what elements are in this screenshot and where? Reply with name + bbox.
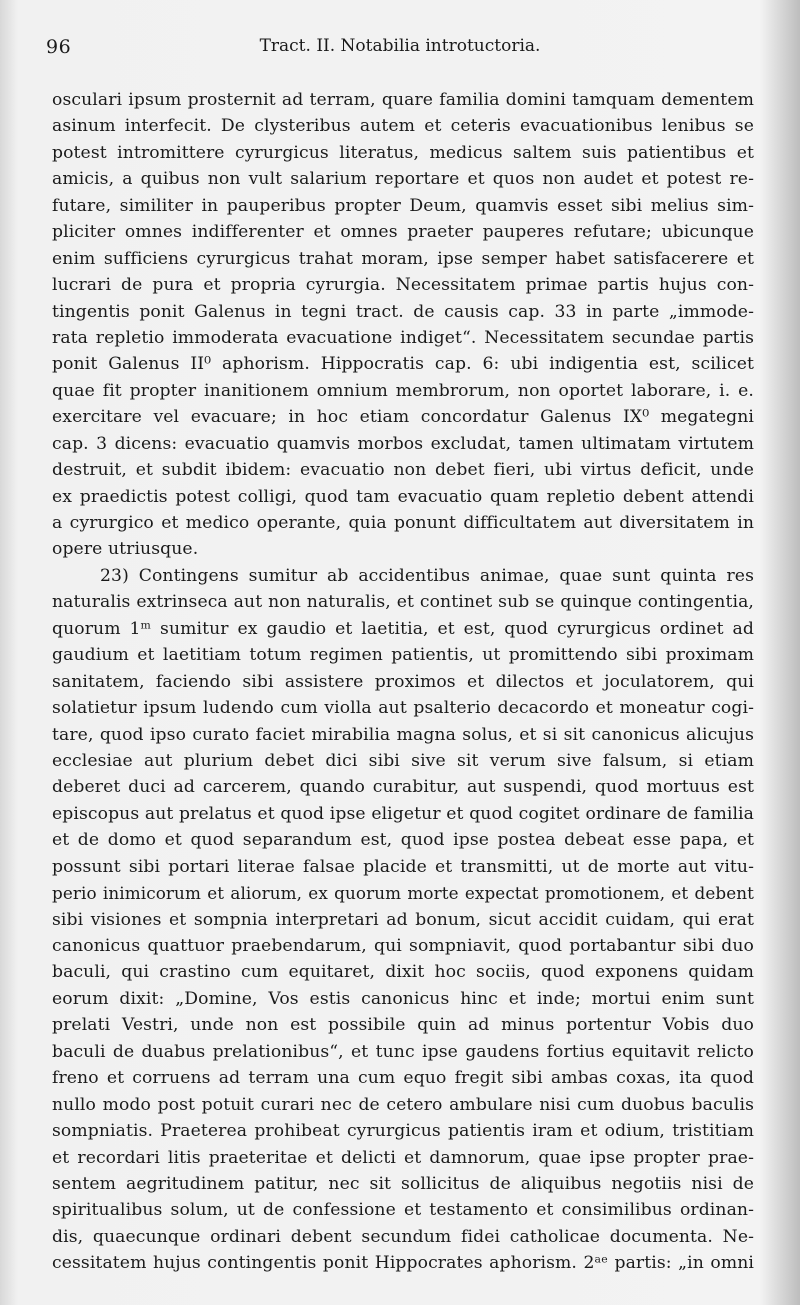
body-text: [52, 87, 754, 1277]
text-line: ex praedictis potest colligi, quod tam evacuatio quam repletio debent attendi: [52, 486, 754, 507]
text-line: tare, quod ipso curato faciet mirabilia magna solus, et si sit canonicus alicujus: [52, 724, 754, 745]
text-line: ponit Galenus II⁰ aphorism. Hippocratis cap. 6: ubi indigentia est, scilicet: [52, 354, 754, 375]
text-line: tingentis ponit Galenus in tegni tract. de causis cap. 33 in parte „immode-: [52, 301, 754, 322]
running-title: Tract. II. Notabilia introtuctoria.: [259, 36, 541, 56]
text-line: cap. 3 dicens: evacuatio quamvis morbos excludat, tamen ultimatam virtutem: [52, 433, 754, 454]
text-line: baculi de duabus prelationibus“, et tunc ipse gaudens fortius equitavit relicto: [52, 1041, 754, 1062]
text-line: enim sufficiens cyrurgicus trahat moram, ipse semper habet satisfacerere et: [52, 248, 754, 269]
text-line: rata repletio immoderata evacuatione indiget“. Necessitatem secundae partis: [52, 327, 754, 348]
text-line: prelati Vestri, unde non est possibile quin ad minus portentur Vobis duo: [52, 1015, 754, 1036]
text-line: asinum interfecit. De clysteribus autem et ceteris evacuationibus lenibus se: [52, 116, 754, 137]
text-line: episcopus aut prelatus et quod ipse eligetur et quod cogitet ordinare de familia: [52, 803, 754, 824]
text-line: opere utriusque.: [52, 539, 199, 560]
text-line: naturalis extrinseca aut non naturalis, et continet sub se quinque contingentia,: [52, 592, 754, 613]
text-line: ecclesiae aut plurium debet dici sibi sive sit verum sive falsum, si etiam: [52, 750, 754, 771]
text-line: sibi visiones et sompnia interpretari ad bonum, sicut accidit cuidam, qui erat: [52, 909, 754, 930]
text-line: sentem aegritudinem patitur, nec sit sollicitus de aliquibus negotiis nisi de: [52, 1173, 754, 1194]
text-line: 23) Contingens sumitur ab accidentibus animae, quae sunt quinta res: [100, 565, 754, 586]
text-line: futare, similiter in pauperibus propter Deum, quamvis esset sibi melius sim-: [52, 195, 754, 216]
text-line: spiritualibus solum, ut de confessione et testamento et consimilibus ordinan-: [52, 1200, 754, 1221]
text-line: dis, quaecunque ordinari debent secundum fidei catholicae documenta. Ne-: [52, 1226, 754, 1247]
text-line: lucrari de pura et propria cyrurgia. Necessitatem primae partis hujus con-: [52, 275, 754, 296]
text-line: nullo modo post potuit curari nec de cetero ambulare nisi cum duobus baculis: [52, 1094, 754, 1115]
page-header: [46, 36, 754, 64]
text-line: cessitatem hujus contingentis ponit Hippocrates aphorism. 2ᵃᵉ partis: „in omni: [52, 1253, 754, 1274]
text-line: a cyrurgico et medico operante, quia ponunt difficultatem aut diversitatem in: [52, 513, 754, 533]
text-line: potest intromittere cyrurgicus literatus, medicus saltem suis patientibus et: [52, 142, 754, 163]
text-line: deberet duci ad carcerem, quando curabitur, aut suspendi, quod mortuus est: [52, 777, 754, 798]
text-line: destruit, et subdit ibidem: evacuatio non debet fieri, ubi virtus deficit, unde: [52, 460, 754, 481]
text-line: canonicus quattuor praebendarum, qui sompniavit, quod portabantur sibi duo: [52, 936, 754, 956]
text-line: exercitare vel evacuare; in hoc etiam concordatur Galenus IX⁰ megategni: [52, 407, 754, 428]
text-line: et de domo et quod separandum est, quod ipse postea debeat esse papa, et: [52, 830, 754, 851]
text-line: sompniatis. Praeterea prohibeat cyrurgicus patientis iram et odium, tristitiam: [52, 1121, 754, 1142]
text-line: pliciter omnes indifferenter et omnes praeter pauperes refutare; ubicunque: [52, 222, 754, 243]
text-line: quorum 1ᵐ sumitur ex gaudio et laetitia, et est, quod cyrurgicus ordinet ad: [52, 618, 754, 639]
text-line: osculari ipsum prosternit ad terram, quare familia domini tamquam dementem: [52, 90, 754, 110]
text-line: quae fit propter inanitionem omnium membrorum, non oportet laborare, i. e.: [52, 380, 754, 401]
text-line: sanitatem, faciendo sibi assistere proximos et dilectos et joculatorem, qui: [52, 671, 754, 692]
text-line: baculi, qui crastino cum equitaret, dixit hoc sociis, quod exponens quidam: [52, 962, 754, 983]
text-line: possunt sibi portari literae falsae placide et transmitti, ut de morte aut vitu-: [52, 856, 754, 877]
text-line: eorum dixit: „Domine, Vos estis canonicus hinc et inde; mortui enim sunt: [52, 988, 754, 1009]
page-number: 96: [46, 36, 72, 58]
text-line: amicis, a quibus non vult salarium reportare et quos non audet et potest re-: [52, 169, 754, 190]
text-line: perio inimicorum et aliorum, ex quorum morte expectat promotionem, et debent: [52, 883, 754, 904]
text-line: gaudium et laetitiam totum regimen patientis, ut promittendo sibi proximam: [52, 645, 754, 666]
text-line: et recordari litis praeteritae et delicti et damnorum, quae ipse propter prae-: [52, 1147, 754, 1168]
text-line: solatietur ipsum ludendo cum violla aut psalterio decacordo et moneatur cogi-: [52, 698, 754, 719]
text-line: freno et corruens ad terram una cum equo fregit sibi ambas coxas, ita quod: [52, 1068, 754, 1089]
